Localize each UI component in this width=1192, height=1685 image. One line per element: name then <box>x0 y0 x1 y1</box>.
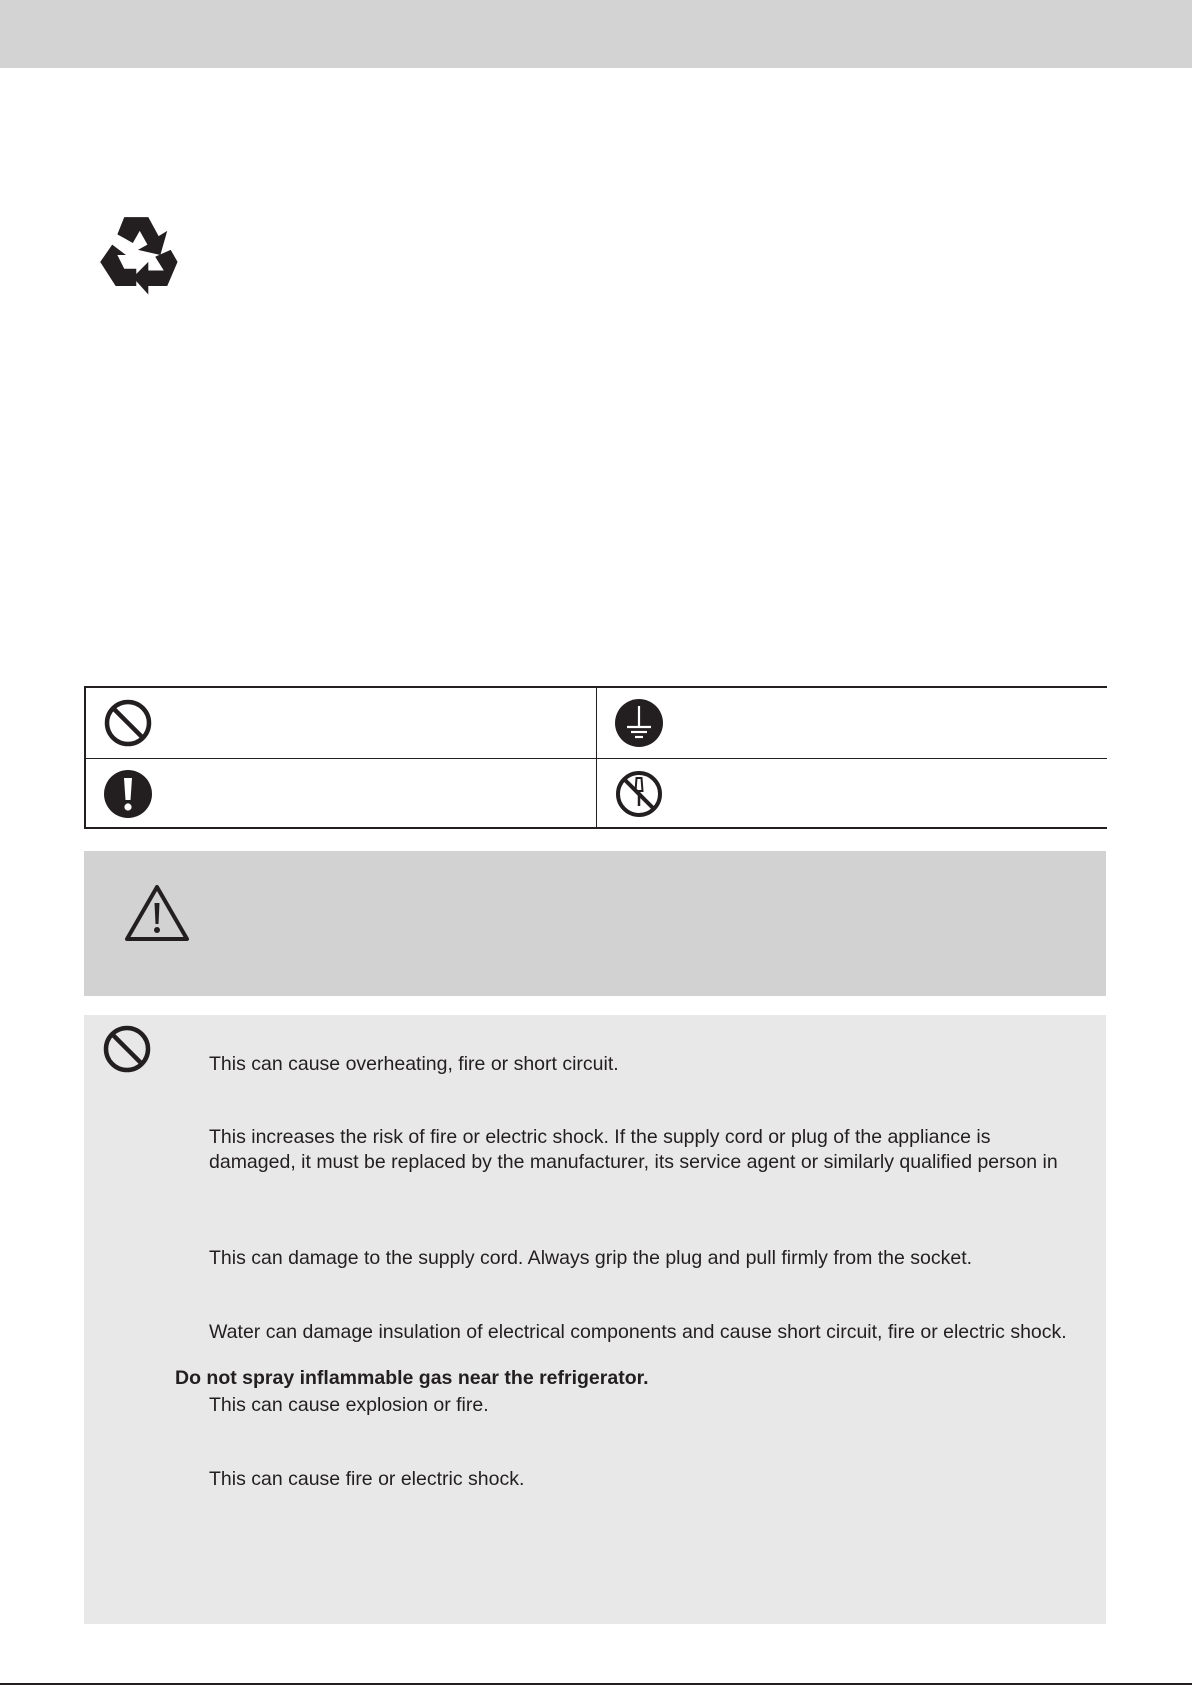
prohibited-icon <box>102 1024 152 1074</box>
symbol-legend-table <box>84 686 1107 829</box>
note-pull-plug: This can damage to the supply cord. Always grip the plug and pull firmly from the socket. <box>209 1247 973 1269</box>
note-supply-cord-damage-cont: damaged, it must be replaced by the manufacturer, its service agent or similarly qualified person in <box>209 1151 1058 1173</box>
mandatory-action-icon <box>103 769 153 819</box>
note-fire-shock: This can cause fire or electric shock. <box>209 1468 525 1490</box>
note-overheating: This can cause overheating, fire or short circuit. <box>209 1053 619 1075</box>
recycle-icon <box>92 212 184 298</box>
table-divider <box>86 758 1107 759</box>
earth-ground-icon <box>614 698 664 748</box>
note-supply-cord-damage: This increases the risk of fire or electric shock. If the supply cord or plug of the appliance is <box>209 1126 991 1148</box>
warning-triangle-icon <box>124 883 190 943</box>
note-water-damage: Water can damage insulation of electrical components and cause short circuit, fire or electric shock. <box>209 1321 1067 1343</box>
warning-banner <box>84 851 1106 996</box>
header-band <box>0 0 1192 68</box>
no-disassembly-icon <box>614 769 664 819</box>
prohibited-icon <box>103 698 153 748</box>
safety-notes-panel <box>84 1015 1106 1624</box>
note-inflammable-gas-heading: Do not spray inflammable gas near the refrigerator. <box>175 1367 649 1389</box>
note-explosion: This can cause explosion or fire. <box>209 1394 489 1416</box>
